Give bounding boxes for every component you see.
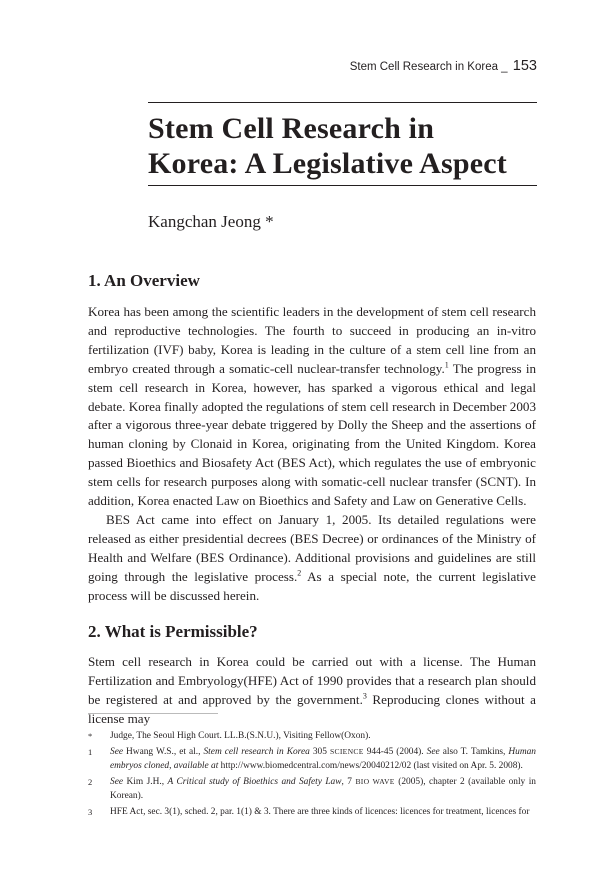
section-heading-overview: 1. An Overview [88, 271, 200, 290]
title-line-2: Korea: A Legislative Aspect [148, 147, 507, 180]
footnotes [88, 729, 536, 821]
footnote-text: Judge, The Seoul High Court. LL.B.(S.N.U.), Visiting Fellow(Oxon). [110, 731, 371, 741]
paragraph-text: The progress in stem cell research in Korea, however, has sparked a vigorous ethical and legal debate. Korea finally adopted the regulations of stem cell research in December 2003 after a vigorous three-year debate triggered by Dolly the Sheep and the assertions of human cloning by Clonaid in Korea, originating from the United Kingdom. Korea passed Bioethics and Biosafety Act (BES Act), which regulates the use of embryonic stem cells for research purposes along with somatic-cell nuclear transfer (SCNT). In addition, Korea enacted Law on Bioethics and Safety and Law on Generative Cells. [88, 360, 536, 509]
footnote-divider [88, 713, 218, 714]
footnote-ref-1[interactable]: 1 [444, 360, 449, 370]
footnote-mark: 2 [88, 777, 93, 787]
page-title [148, 111, 548, 181]
paragraph-overview-2 [88, 511, 536, 606]
paragraph-permissible-1 [88, 653, 536, 729]
paragraph-text: Reproducing clones without a license may [88, 691, 536, 726]
footnote-text: See Hwang W.S., et al., Stem cell research in Korea 305 SCIENCE 944-45 (2004). See also T. Tamkins, Human embryos cloned, available at http://www.biomedcentral.com/news/20040212/02 (last visited on Apr. 5. 2008). [110, 747, 536, 771]
author-name: Kangchan Jeong * [148, 212, 274, 231]
running-head-title: Stem Cell Research in Korea _ [349, 61, 508, 73]
footnote-mark: * [88, 731, 93, 741]
footnote-text: HFE Act, sec. 3(1), sched. 2, par. 1(1) & 3. There are three kinds of licences: licences for treatment, licences for [110, 807, 530, 817]
paragraph-text: Korea has been among the scientific leaders in the development of stem cell research and reproductive technologies. The fourth to succeed in producing an in-vitro fertilization (IVF) baby, Korea is leading in the culture of a stem cell line from an embryo created through a somatic-cell nuclear-transfer technology. [88, 304, 536, 376]
footnote-mark: 1 [88, 747, 93, 757]
footnote-author [88, 729, 536, 743]
title-top-rule [148, 102, 537, 103]
page-number: 153 [512, 58, 537, 74]
title-line-1: Stem Cell Research in [148, 112, 435, 145]
running-head [300, 58, 537, 74]
footnote-1 [88, 745, 536, 773]
title-bottom-rule [148, 185, 537, 186]
footnote-ref-2[interactable]: 2 [297, 568, 302, 578]
footnote-3 [88, 805, 536, 819]
paragraph-text: Stem cell research in Korea could be carried out with a license. The Human Fertilization and Embryology(HFE) Act of 1990 provides that a research plan should be registered at and approved by the government. [88, 654, 536, 707]
section-heading-permissible: 2. What is Permissible? [88, 622, 258, 641]
paragraph-text: As a special note, the current legislative process will be discussed herein. [88, 568, 536, 603]
footnote-2 [88, 775, 536, 803]
paragraph-overview-1 [88, 303, 536, 511]
footnote-mark: 3 [88, 807, 93, 817]
footnote-text: See Kim J.H., A Critical study of Bioethics and Safety Law, 7 BIO WAVE (2005), chapter 2 (available only in Korean). [110, 777, 536, 801]
paragraph-text: BES Act came into effect on January 1, 2005. Its detailed regulations were released as either presidential decrees (BES Decree) or ordinances of the Ministry of Health and Welfare (BES Ordinance). Additional provisions and guidelines are still going through the legislative process. [88, 512, 536, 584]
footnote-ref-3[interactable]: 3 [362, 691, 367, 701]
